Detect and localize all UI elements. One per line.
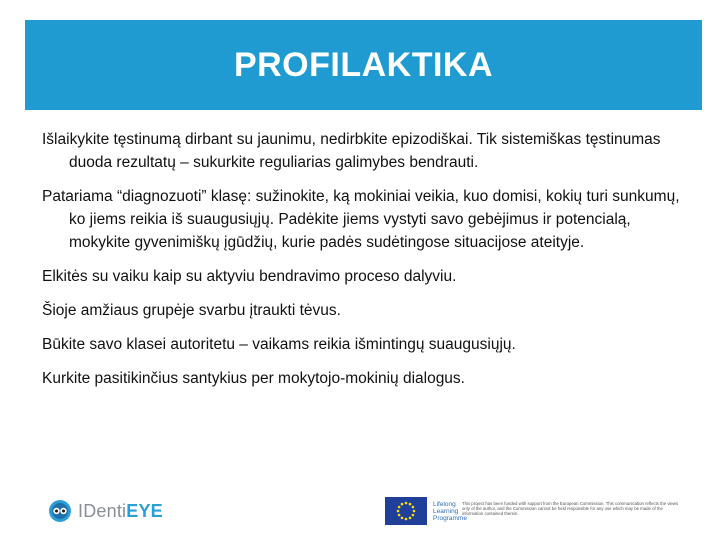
- paragraph-continuity: Išlaikykite tęstinumą dirbant su jaunimu, nedirbkite epizodiškai. Tik sistemiškas tęstinumas duoda rezultatų – sukurkite reguliarias galimybes bendrauti.: [42, 131, 661, 171]
- paragraph-active-participant: Elkitės su vaiku kaip su aktyviu bendravimo proceso dalyviu.: [42, 268, 457, 285]
- logo-wordmark-suffix: EYE: [126, 500, 163, 521]
- paragraph-dialogue: Kurkite pasitikinčius santykius per mokytojo-mokinių dialogus.: [42, 370, 465, 387]
- paragraph-authority: Būkite savo klasei autoritetu – vaikams reikia išmintingų suaugusiųjų.: [42, 336, 516, 353]
- title-banner: [25, 20, 702, 110]
- eu-flag-icon: [385, 497, 427, 525]
- paragraph-parents: Šioje amžiaus grupėje svarbu įtraukti tėvus.: [42, 302, 341, 319]
- identieye-logo: [48, 498, 163, 524]
- programme-line-2: Learning: [433, 507, 459, 515]
- slide-content: [42, 128, 682, 401]
- eu-disclaimer: This project has been funded with support from the European Commission. This communication reflects the views only of the author, and the Commission cannot be held responsible for any use which may be made of the information contained therein.: [462, 501, 679, 516]
- programme-line-1: Lifelong: [433, 500, 456, 508]
- programme-line-3: Programme: [433, 514, 467, 522]
- paragraph-diagnose: Patariama “diagnozuoti” klasę: sužinokite, ką mokiniai veikia, kuo domisi, kokių turi sunkumų, ko jiems reikia iš suaugusiųjų. Padėkite jiems vystyti savo gebėjimus ir potencialą, mokykite gyvenimiškų įgūdžių, kurie padės sudėtingose situacijose ateityje.: [42, 188, 680, 251]
- logo-wordmark: [78, 501, 163, 522]
- slide-title: PROFILAKTIKA: [233, 45, 494, 84]
- identieye-logo-icon: [48, 499, 72, 523]
- eu-programme-logo: [385, 496, 467, 526]
- slide-footer: [0, 490, 720, 530]
- logo-wordmark-prefix: IDenti: [78, 500, 127, 521]
